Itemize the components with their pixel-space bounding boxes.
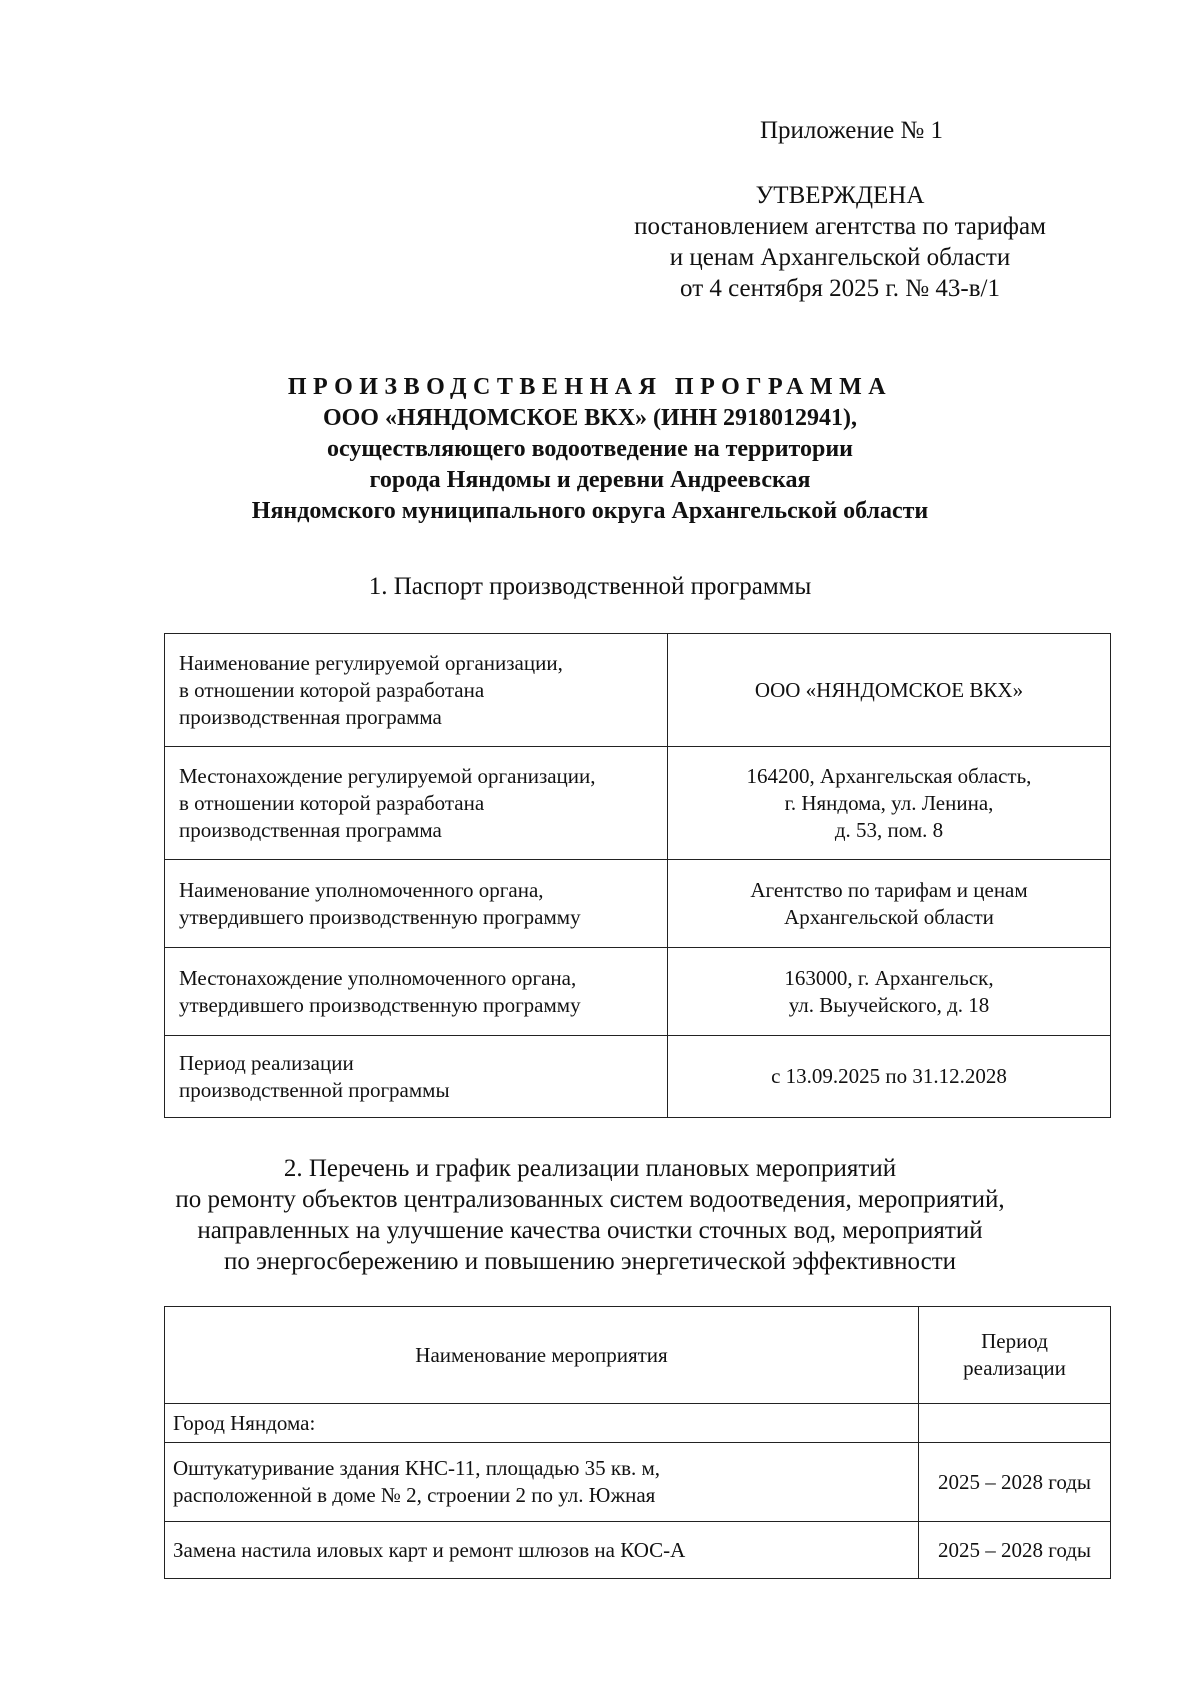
- group-label-cell: Город Няндома:: [165, 1404, 919, 1443]
- section-1-heading: 1. Паспорт производственной программы: [368, 573, 812, 600]
- column-header-name: Наименование мероприятия: [165, 1307, 919, 1404]
- cell-text: 163000, г. Архангельск,: [784, 965, 994, 990]
- cell-text: производственная программа: [179, 704, 442, 729]
- empty-cell: [919, 1404, 1111, 1443]
- title-line: ПРОИЗВОДСТВЕННАЯ ПРОГРАММА: [287, 374, 893, 400]
- cell-text: д. 53, пом. 8: [834, 817, 944, 842]
- passport-value-cell: [668, 747, 1111, 860]
- appendix-label: Приложение № 1: [760, 117, 944, 144]
- cell-text: Замена настила иловых карт и ремонт шлюзов на КОС-А: [173, 1537, 686, 1562]
- table-row: [165, 634, 1111, 747]
- cell-text: Агентство по тарифам и ценам: [750, 877, 1028, 902]
- events-table: [164, 1306, 1111, 1579]
- passport-value-cell: [668, 860, 1111, 948]
- passport-key-cell: [165, 747, 668, 860]
- approved-line: и ценам Архангельской области: [669, 244, 1011, 271]
- event-period-cell: 2025 – 2028 годы: [919, 1522, 1111, 1579]
- passport-key-cell: [165, 860, 668, 948]
- approved-line: от 4 сентября 2025 г. № 43-в/1: [680, 275, 1000, 302]
- cell-text: Наименование регулируемой организации,: [179, 650, 563, 675]
- passport-value-cell: [668, 634, 1111, 747]
- approval-stamp-text: [620, 180, 1060, 304]
- event-name-cell: [165, 1522, 919, 1579]
- cell-text: 164200, Архангельская область,: [746, 763, 1032, 788]
- title-line: Няндомского муниципального округа Архангельской области: [251, 498, 929, 524]
- cell-text: реализации: [963, 1356, 1066, 1380]
- table-row: [165, 1522, 1111, 1579]
- section-2-heading: [150, 1153, 1030, 1277]
- cell-text: Период реализации: [179, 1050, 354, 1075]
- table-row: [165, 860, 1111, 948]
- passport-key-cell: [165, 634, 668, 747]
- table-row: [165, 1443, 1111, 1522]
- cell-text: расположенной в доме № 2, строении 2 по ул. Южная: [173, 1483, 656, 1507]
- title-line: осуществляющего водоотведение на территории: [326, 436, 854, 462]
- cell-text: с 13.09.2025 по 31.12.2028: [771, 1064, 1007, 1088]
- cell-text: производственная программа: [179, 817, 442, 842]
- heading-line: по энергосбережению и повышению энергетической эффективности: [223, 1248, 957, 1275]
- table-row: [165, 948, 1111, 1036]
- table-row: [165, 747, 1111, 860]
- event-period-cell: 2025 – 2028 годы: [919, 1443, 1111, 1522]
- cell-text: в отношении которой разработана: [179, 790, 485, 815]
- column-header-period: [919, 1307, 1111, 1404]
- cell-text: утвердившего производственную программу: [179, 992, 581, 1017]
- table-header-row: [165, 1307, 1111, 1404]
- table-row: [165, 1036, 1111, 1118]
- cell-text: в отношении которой разработана: [179, 677, 485, 702]
- cell-text: г. Няндома, ул. Ленина,: [784, 790, 994, 815]
- cell-text: Оштукатуривание здания КНС-11, площадью 35 кв. м,: [173, 1456, 661, 1480]
- cell-text: Наименование уполномоченного органа,: [179, 877, 544, 902]
- passport-key-cell: [165, 1036, 668, 1118]
- heading-line: 2. Перечень и график реализации плановых мероприятий: [283, 1155, 897, 1182]
- cell-text: Местонахождение уполномоченного органа,: [179, 965, 577, 990]
- approved-line: постановлением агентства по тарифам: [634, 213, 1046, 240]
- title-line: города Няндомы и деревни Андреевская: [369, 467, 811, 493]
- heading-line: направленных на улучшение качества очистки сточных вод, мероприятий: [197, 1217, 983, 1244]
- title-line: ООО «НЯНДОМСКОЕ ВКХ» (ИНН 2918012941),: [322, 405, 858, 431]
- table-group-row: [165, 1404, 1111, 1443]
- cell-text: ООО «НЯНДОМСКОЕ ВКХ»: [754, 677, 1024, 702]
- passport-value-cell: [668, 948, 1111, 1036]
- approved-line: УТВЕРЖДЕНА: [755, 182, 925, 209]
- cell-text: Архангельской области: [784, 904, 994, 929]
- passport-table: [164, 633, 1111, 1118]
- cell-text: ул. Выучейского, д. 18: [788, 992, 990, 1017]
- heading-line: по ремонту объектов централизованных систем водоотведения, мероприятий,: [175, 1186, 1005, 1213]
- cell-text: Местонахождение регулируемой организации,: [179, 763, 596, 788]
- cell-text: Период: [981, 1329, 1048, 1353]
- event-name-cell: [165, 1443, 919, 1522]
- passport-key-cell: [165, 948, 668, 1036]
- cell-text: утвердившего производственную программу: [179, 904, 581, 929]
- passport-value-cell: [668, 1036, 1111, 1118]
- cell-text: производственной программы: [179, 1077, 450, 1102]
- document-title: [150, 372, 1030, 527]
